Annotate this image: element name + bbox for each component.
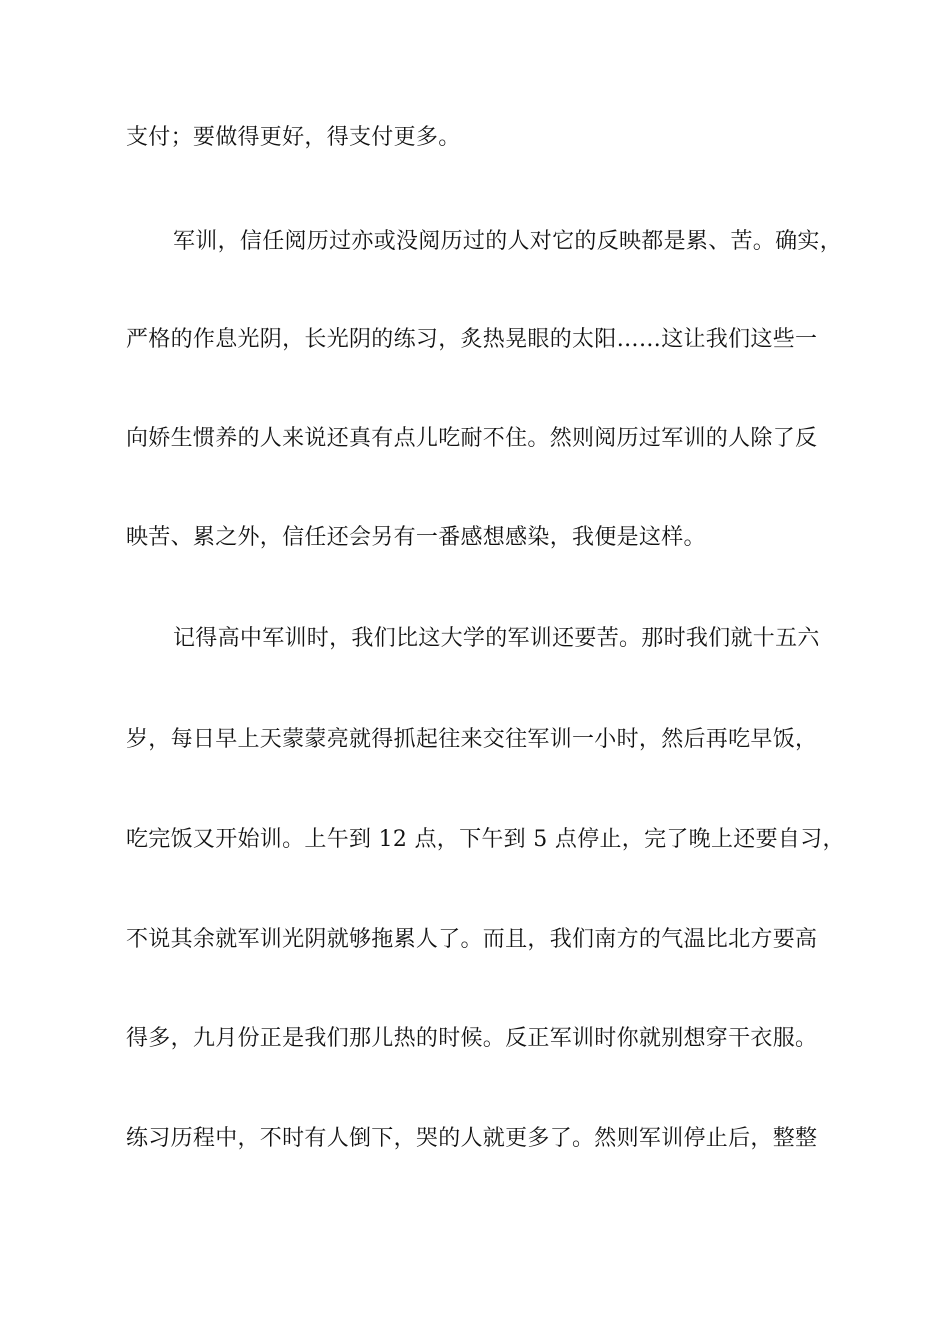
text-line: 支付；要做得更好，得支付更多。: [126, 125, 461, 150]
text-line: 映苦、累之外，信任还会另有一番感想感染，我便是这样。: [126, 525, 706, 550]
text-line: 严格的作息光阴，长光阴的练习，炙热晃眼的太阳……这让我们这些一: [126, 327, 818, 352]
text-line: 不说其余就军训光阴就够拖累人了。而且，我们南方的气温比北方要高: [126, 927, 818, 952]
text-line: 向娇生惯养的人来说还真有点儿吃耐不住。然则阅历过军训的人除了反: [126, 426, 818, 451]
paragraph-start-line: 军训，信任阅历过亦或没阅历过的人对它的反映都是累、苦。确实，: [173, 229, 843, 254]
text-line: 岁，每日早上天蒙蒙亮就得抓起往来交往军训一小时，然后再吃早饭，: [126, 727, 818, 752]
paragraph-start-line: 记得高中军训时，我们比这大学的军训还要苦。那时我们就十五六: [173, 626, 820, 651]
text-line: 吃完饭又开始训。上午到 12 点，下午到 5 点停止，完了晚上还要自习，: [126, 827, 845, 852]
text-line: 练习历程中，不时有人倒下，哭的人就更多了。然则军训停止后，整整: [126, 1126, 818, 1151]
text-line: 得多，九月份正是我们那儿热的时候。反正军训时你就别想穿干衣服。: [126, 1026, 818, 1051]
